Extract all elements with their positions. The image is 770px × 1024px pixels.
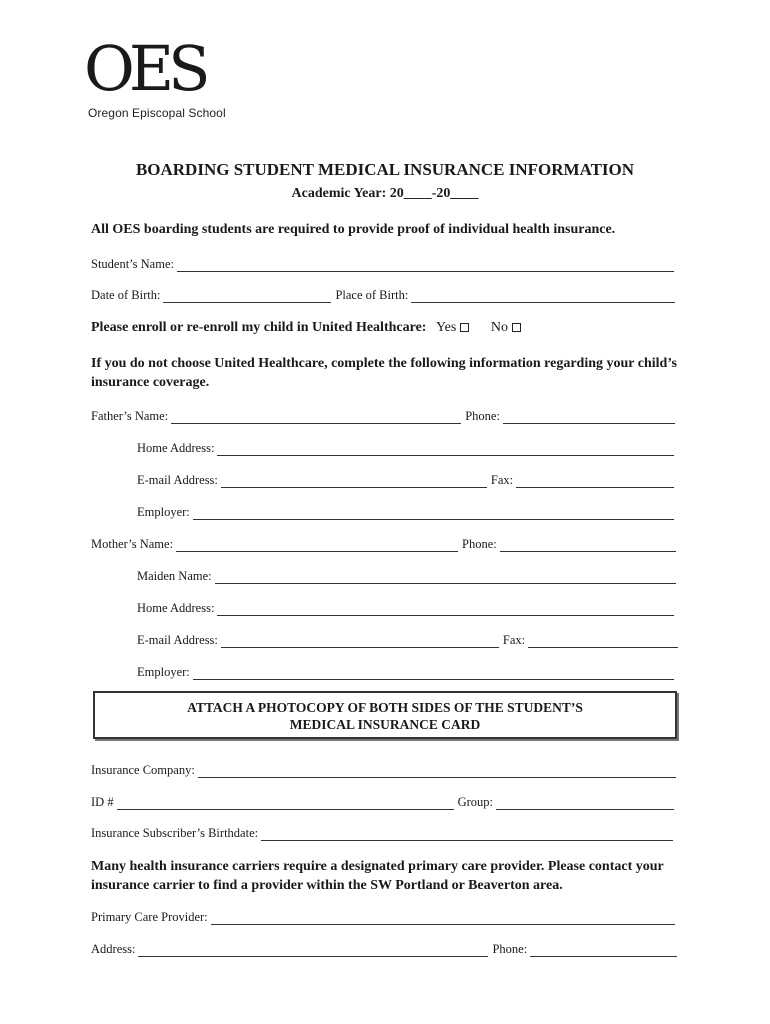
no-checkbox[interactable] — [512, 323, 521, 332]
yes-checkbox[interactable] — [460, 323, 469, 332]
no-label: No — [490, 320, 508, 335]
father-employer-row — [137, 502, 674, 520]
subscriber-bday-field[interactable] — [261, 828, 673, 841]
birth-row — [91, 285, 675, 303]
father-email-field[interactable] — [221, 475, 487, 488]
address-label: Address: — [91, 942, 136, 956]
mother-fax-label: Fax: — [502, 633, 526, 647]
pcp-note: Many health insurance carriers require a designated primary care provider. Please contact your insurance carrier to find a provider within the SW Portland or Beaverton area. — [91, 859, 664, 893]
father-employer-field[interactable] — [193, 507, 674, 520]
address-field[interactable] — [138, 944, 488, 957]
student-name-row — [91, 254, 674, 272]
enroll-row — [91, 318, 521, 337]
father-fax-field[interactable] — [516, 475, 674, 488]
father-name-field[interactable] — [171, 411, 461, 424]
mother-name-field[interactable] — [176, 539, 458, 552]
pcp-row — [91, 907, 675, 925]
mother-home-field[interactable] — [217, 603, 674, 616]
pob-label: Place of Birth: — [335, 288, 409, 302]
father-home-row — [137, 438, 674, 456]
mother-maiden-field[interactable] — [215, 571, 676, 584]
mother-maiden-label: Maiden Name: — [137, 569, 212, 583]
father-home-field[interactable] — [217, 443, 674, 456]
mother-email-row — [137, 630, 678, 648]
father-name-label: Father’s Name: — [91, 409, 169, 423]
mother-email-field[interactable] — [221, 635, 499, 648]
mother-row — [91, 534, 676, 552]
mother-home-row — [137, 598, 674, 616]
mother-email-label: E-mail Address: — [137, 633, 218, 647]
address-row — [91, 939, 677, 957]
pcp-phone-label: Phone: — [492, 942, 528, 956]
insurance-company-row — [91, 760, 676, 778]
academic-year: Academic Year: 20____-20____ — [291, 186, 479, 201]
father-row — [91, 406, 675, 424]
father-email-row — [137, 470, 674, 488]
mother-maiden-row — [137, 566, 676, 584]
id-group-row — [91, 792, 674, 810]
father-phone-label: Phone: — [465, 409, 500, 423]
mother-home-label: Home Address: — [137, 601, 215, 615]
subscriber-bday-row — [91, 823, 673, 841]
father-fax-label: Fax: — [490, 473, 514, 487]
mother-phone-field[interactable] — [500, 539, 676, 552]
id-label: ID # — [91, 795, 114, 809]
enroll-question: Please enroll or re-enroll my child in United Healthcare: — [91, 320, 427, 335]
mother-employer-row — [137, 662, 674, 680]
father-phone-field[interactable] — [503, 411, 675, 424]
not-choose-text: If you do not choose United Healthcare, complete the following information regarding your child’s insurance coverage. — [91, 356, 677, 390]
student-name-label: Student’s Name: — [91, 257, 174, 271]
subscriber-bday-label: Insurance Subscriber’s Birthdate: — [91, 826, 259, 840]
group-label: Group: — [457, 795, 493, 809]
oes-logo — [84, 38, 216, 98]
attach-line-2: MEDICAL INSURANCE CARD — [289, 717, 481, 732]
requirement-text: All OES boarding students are required to provide proof of individual health insurance. — [91, 222, 616, 237]
insurance-company-field[interactable] — [198, 765, 676, 778]
mother-name-label: Mother’s Name: — [91, 537, 174, 551]
insurance-company-label: Insurance Company: — [91, 763, 195, 777]
yes-label: Yes — [435, 320, 457, 335]
mother-fax-field[interactable] — [528, 635, 678, 648]
school-name: Oregon Episcopal School — [88, 106, 226, 120]
father-home-label: Home Address: — [137, 441, 215, 455]
dob-label: Date of Birth: — [91, 288, 161, 302]
attach-notice-box — [93, 691, 677, 739]
mother-phone-label: Phone: — [462, 537, 497, 551]
pcp-label: Primary Care Provider: — [91, 910, 208, 924]
student-name-field[interactable] — [177, 259, 674, 272]
pcp-field[interactable] — [211, 912, 675, 925]
mother-employer-label: Employer: — [137, 665, 190, 679]
pcp-phone-field[interactable] — [530, 944, 677, 957]
form-title: BOARDING STUDENT MEDICAL INSURANCE INFORMATION — [135, 160, 635, 179]
group-field[interactable] — [496, 797, 674, 810]
mother-employer-field[interactable] — [193, 667, 674, 680]
father-employer-label: Employer: — [137, 505, 190, 519]
id-field[interactable] — [117, 797, 454, 810]
attach-line-1: ATTACH A PHOTOCOPY OF BOTH SIDES OF THE STUDENT’S — [187, 700, 583, 715]
father-email-label: E-mail Address: — [137, 473, 218, 487]
pob-field[interactable] — [411, 290, 675, 303]
dob-field[interactable] — [163, 290, 331, 303]
oes-logo-mark: OES — [84, 38, 205, 98]
